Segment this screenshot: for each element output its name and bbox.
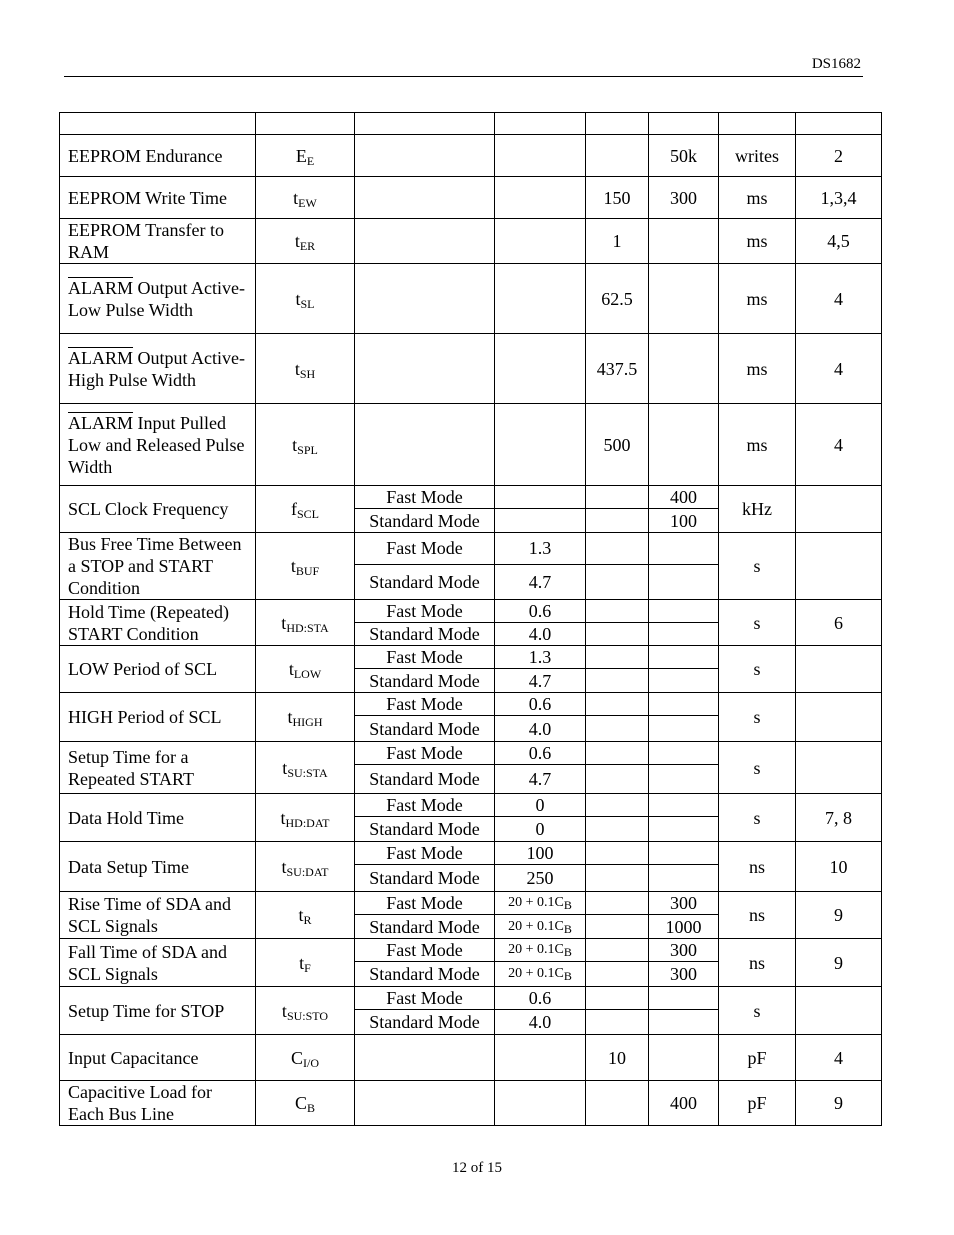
table-header-row (60, 113, 882, 135)
parameter-cell: EEPROM Transfer to RAM (60, 219, 256, 264)
notes-cell: 4 (796, 334, 882, 404)
parameter-cell: EEPROM Write Time (60, 177, 256, 219)
units-cell: s (719, 600, 796, 646)
typ-cell: 437.5 (586, 334, 649, 404)
symbol-cell: $t_{LOW}$ (256, 646, 355, 693)
notes-cell: 2 (796, 135, 882, 177)
units-cell: ms (719, 219, 796, 264)
alarm-overline-label: ALARM (68, 277, 134, 298)
parameter-cell: Fall Time of SDA and SCL Signals (60, 939, 256, 987)
condition-fast-mode: Fast Mode (355, 693, 495, 716)
alarm-overline-label: ALARM (68, 412, 134, 433)
max-cell: 400 (649, 486, 719, 509)
table-row (60, 264, 882, 334)
parameter-cell: Hold Time (Repeated) START Condition (60, 600, 256, 646)
max-cell: 300 (649, 892, 719, 915)
symbol-cell: $t_{SU:STA}$ (256, 742, 355, 794)
ac-characteristics-table (59, 112, 882, 1126)
min-cell: 0.6 (495, 742, 586, 765)
table-row (60, 1081, 882, 1126)
max-cell: 300 (649, 177, 719, 219)
min-cell: 4.0 (495, 716, 586, 742)
symbol-cell: $C_{I/O}$ (256, 1035, 355, 1081)
parameter-cell: ALARM Input Pulled Low and Released Pulse Width (60, 404, 256, 486)
parameter-cell: ALARM Output Active-Low Pulse Width (60, 264, 256, 334)
table-row (60, 177, 882, 219)
min-cell: 0 (495, 794, 586, 817)
units-cell: s (719, 646, 796, 693)
notes-cell: 4,5 (796, 219, 882, 264)
condition-standard-mode: Standard Mode (355, 865, 495, 892)
parameter-cell: LOW Period of SCL (60, 646, 256, 693)
symbol-cell: $t_F$ (256, 939, 355, 987)
symbol-cell: $t_{HD:DAT}$ (256, 794, 355, 842)
typ-cell: 10 (586, 1035, 649, 1081)
units-cell: s (719, 693, 796, 742)
typ-cell: 1 (586, 219, 649, 264)
table-row (60, 842, 882, 865)
units-cell: ms (719, 264, 796, 334)
units-cell: pF (719, 1081, 796, 1126)
condition-fast-mode: Fast Mode (355, 486, 495, 509)
condition-fast-mode: Fast Mode (355, 939, 495, 962)
header-divider (64, 76, 863, 77)
max-cell: 300 (649, 939, 719, 962)
symbol-cell: $t_{SU:STO}$ (256, 987, 355, 1035)
symbol-cell: $t_{SL}$ (256, 264, 355, 334)
min-cell: 100 (495, 842, 586, 865)
condition-standard-mode: Standard Mode (355, 716, 495, 742)
parameter-cell: Setup Time for STOP (60, 987, 256, 1035)
condition-standard-mode: Standard Mode (355, 915, 495, 939)
symbol-cell: $E_E$ (256, 135, 355, 177)
table-row (60, 794, 882, 817)
symbol-cell: $t_{HIGH}$ (256, 693, 355, 742)
units-cell: kHz (719, 486, 796, 533)
notes-cell: 4 (796, 264, 882, 334)
notes-cell: 9 (796, 939, 882, 987)
units-cell: ns (719, 842, 796, 892)
condition-standard-mode: Standard Mode (355, 817, 495, 842)
min-cell: 4.0 (495, 1010, 586, 1035)
min-cell: 250 (495, 865, 586, 892)
max-cell: 50k (649, 135, 719, 177)
condition-standard-mode: Standard Mode (355, 765, 495, 794)
units-cell: ms (719, 404, 796, 486)
parameter-cell: Setup Time for a Repeated START (60, 742, 256, 794)
table-row (60, 1035, 882, 1081)
min-cell: 4.0 (495, 623, 586, 646)
min-cell: 4.7 (495, 669, 586, 693)
table-row (60, 693, 882, 716)
notes-cell: 7, 8 (796, 794, 882, 842)
notes-cell: 9 (796, 1081, 882, 1126)
table-row (60, 892, 882, 915)
condition-fast-mode: Fast Mode (355, 533, 495, 565)
min-cell: 0.6 (495, 987, 586, 1010)
condition-standard-mode: Standard Mode (355, 564, 495, 599)
notes-cell: 4 (796, 404, 882, 486)
notes-cell: 1,3,4 (796, 177, 882, 219)
min-cell: 1.3 (495, 646, 586, 669)
min-cell: 1.3 (495, 533, 586, 565)
min-cell: 4.7 (495, 564, 586, 599)
max-cell: 400 (649, 1081, 719, 1126)
document-id: DS1682 (811, 56, 861, 72)
table-row (60, 600, 882, 623)
parameter-cell: Data Hold Time (60, 794, 256, 842)
units-cell: s (719, 533, 796, 600)
alarm-overline-label: ALARM (68, 347, 134, 368)
notes-cell: 4 (796, 1035, 882, 1081)
max-cell: 1000 (649, 915, 719, 939)
symbol-cell: $t_{SU:DAT}$ (256, 842, 355, 892)
condition-fast-mode: Fast Mode (355, 600, 495, 623)
parameter-cell: Data Setup Time (60, 842, 256, 892)
typ-cell: 500 (586, 404, 649, 486)
symbol-cell: $t_{SPL}$ (256, 404, 355, 486)
units-cell: s (719, 794, 796, 842)
table-row (60, 135, 882, 177)
typ-cell: 62.5 (586, 264, 649, 334)
symbol-cell: $C_B$ (256, 1081, 355, 1126)
units-cell: s (719, 987, 796, 1035)
max-cell: 300 (649, 962, 719, 987)
min-cell: 4.7 (495, 765, 586, 794)
condition-standard-mode: Standard Mode (355, 1010, 495, 1035)
condition-fast-mode: Fast Mode (355, 987, 495, 1010)
table-row (60, 486, 882, 509)
units-cell: ms (719, 334, 796, 404)
units-cell: ns (719, 939, 796, 987)
table-row (60, 742, 882, 765)
table-row (60, 404, 882, 486)
condition-fast-mode: Fast Mode (355, 794, 495, 817)
units-cell: writes (719, 135, 796, 177)
typ-cell: 150 (586, 177, 649, 219)
units-cell: ms (719, 177, 796, 219)
table-row (60, 219, 882, 264)
condition-fast-mode: Fast Mode (355, 646, 495, 669)
min-cell: 0.6 (495, 600, 586, 623)
min-cell: $20 + 0.1C_B$ (495, 892, 586, 915)
min-cell: 0 (495, 817, 586, 842)
symbol-cell: $t_{SH}$ (256, 334, 355, 404)
condition-standard-mode: Standard Mode (355, 623, 495, 646)
table-row (60, 334, 882, 404)
table-row (60, 646, 882, 669)
min-cell: 0.6 (495, 693, 586, 716)
symbol-cell: $t_R$ (256, 892, 355, 939)
table-row (60, 533, 882, 565)
parameter-cell: SCL Clock Frequency (60, 486, 256, 533)
parameter-cell: Capacitive Load for Each Bus Line (60, 1081, 256, 1126)
units-cell: ns (719, 892, 796, 939)
min-cell: $20 + 0.1C_B$ (495, 939, 586, 962)
condition-standard-mode: Standard Mode (355, 509, 495, 533)
parameter-cell: HIGH Period of SCL (60, 693, 256, 742)
min-cell: $20 + 0.1C_B$ (495, 915, 586, 939)
max-cell: 100 (649, 509, 719, 533)
notes-cell: 10 (796, 842, 882, 892)
notes-cell: 9 (796, 892, 882, 939)
symbol-cell: $f_{SCL}$ (256, 486, 355, 533)
table-row (60, 939, 882, 962)
condition-fast-mode: Fast Mode (355, 892, 495, 915)
notes-cell: 6 (796, 600, 882, 646)
table-row (60, 987, 882, 1010)
condition-standard-mode: Standard Mode (355, 669, 495, 693)
min-cell: $20 + 0.1C_B$ (495, 962, 586, 987)
symbol-cell: $t_{EW}$ (256, 177, 355, 219)
parameter-cell: EEPROM Endurance (60, 135, 256, 177)
parameter-cell: Bus Free Time Between a STOP and START Condition (60, 533, 256, 600)
parameter-cell: Rise Time of SDA and SCL Signals (60, 892, 256, 939)
symbol-cell: $t_{ER}$ (256, 219, 355, 264)
parameter-cell: ALARM Output Active-High Pulse Width (60, 334, 256, 404)
units-cell: s (719, 742, 796, 794)
condition-fast-mode: Fast Mode (355, 742, 495, 765)
units-cell: pF (719, 1035, 796, 1081)
symbol-cell: $t_{BUF}$ (256, 533, 355, 600)
parameter-cell: Input Capacitance (60, 1035, 256, 1081)
symbol-cell: $t_{HD:STA}$ (256, 600, 355, 646)
condition-fast-mode: Fast Mode (355, 842, 495, 865)
condition-standard-mode: Standard Mode (355, 962, 495, 987)
page-number: 12 of 15 (452, 1160, 502, 1176)
